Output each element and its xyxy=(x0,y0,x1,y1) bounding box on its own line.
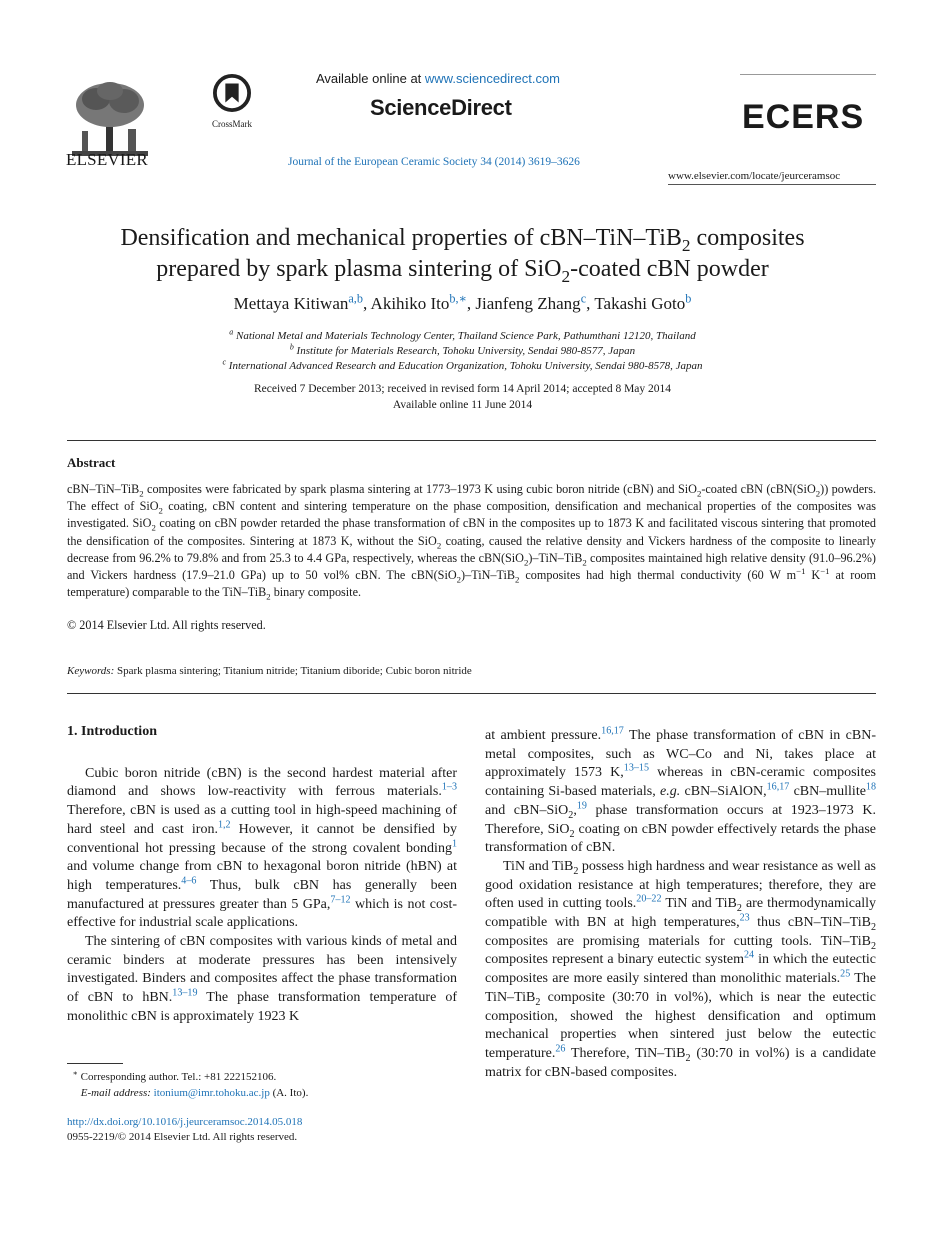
affiliation-b: $^b$ Institute for Materials Research, Tohoku University, Sendai 980-8577, Japan xyxy=(289,342,636,357)
author-name[interactable]: Jianfeng Zhang xyxy=(475,294,581,313)
available-online-prefix: Available online at xyxy=(316,71,425,86)
crossmark-badge[interactable] xyxy=(206,74,258,129)
author-affiliation-mark[interactable]: b xyxy=(685,291,692,306)
author-name[interactable]: Takashi Goto xyxy=(594,294,686,313)
footnotes xyxy=(67,1069,308,1101)
citation-link[interactable]: 16,17 xyxy=(766,781,790,793)
author-affiliation-mark[interactable]: a,b xyxy=(348,291,363,306)
body-column-left xyxy=(67,723,457,1027)
keywords-text: Spark plasma sintering; Titanium nitride; Titanium diboride; Cubic boron nitride xyxy=(114,665,472,677)
keywords-bottom-rule xyxy=(67,693,876,694)
keywords-line xyxy=(67,665,472,677)
ecers-logo: ECERS xyxy=(742,98,865,136)
citation-link[interactable]: 1 xyxy=(451,837,457,849)
article-history xyxy=(40,381,885,413)
abstract-copyright: © 2014 Elsevier Ltd. All rights reserved. xyxy=(67,618,266,632)
received-dates: Received 7 December 2013; received in revised form 14 April 2014; accepted 8 May 2014 xyxy=(253,383,672,395)
author-name[interactable]: Akihiko Ito xyxy=(370,294,450,313)
citation-link[interactable]: 24 xyxy=(743,949,755,961)
crossmark-icon xyxy=(213,74,251,112)
paragraph: at ambient pressure.$^{16,17}$ The phase transformation of cBN in cBN-metal composites, such as WC–Co and Ni, takes place at approximately 1573 K,$^{13-15}$ whereas in cBN-ceramic composites containing Si-based materials, e.g. cBN–SiAlON,$^{16,17}$ cBN–mullite$^{18}$ and cBN–SiO$_2$,$^{19}$ phase transformation occurs at 1923–1973 K. Therefore, SiO$_2$ coating on cBN powder effectively retards the phase transformation of cBN. xyxy=(485,725,876,856)
citation-link[interactable]: 13–15 xyxy=(623,762,649,774)
author-affiliation-mark[interactable]: c xyxy=(580,291,587,306)
section-heading-introduction: 1. Introduction xyxy=(67,724,157,739)
citation-link[interactable]: 1,2 xyxy=(217,819,231,831)
affiliation-c: $^c$ International Advanced Research and Education Organization, Tohoku University, Sendai 980-8578, Japan xyxy=(222,357,703,372)
journal-reference[interactable]: Journal of the European Ceramic Society 34 (2014) 3619–3626 xyxy=(288,156,580,168)
author-list: Mettaya Kitiwan$^{a,b}$, Akihiko Ito$^{b,∗}$, Jianfeng Zhang$^c$, Takashi Goto$^b$ xyxy=(233,291,692,313)
citation-link[interactable]: 16,17 xyxy=(601,725,624,737)
article-title: Densification and mechanical properties of cBN–TiN–TiB$_2$ composites prepared by spark plasma sintering of SiO$_2$-coated cBN powder xyxy=(120,225,805,286)
journal-homepage-url[interactable]: www.elsevier.com/locate/jeurceramsoc xyxy=(668,170,841,182)
citation-link[interactable]: 7–12 xyxy=(330,893,351,905)
citation-link[interactable]: 23 xyxy=(739,912,750,924)
doi-block xyxy=(67,1115,302,1145)
available-online-line xyxy=(316,71,560,86)
footnote-rule xyxy=(67,1063,123,1064)
body-column-right xyxy=(485,727,876,1082)
sciencedirect-logo: ScienceDirect xyxy=(370,95,512,120)
citation-link[interactable]: 4–6 xyxy=(181,875,197,887)
citation-link[interactable]: 25 xyxy=(840,968,851,980)
author-name[interactable]: Mettaya Kitiwan xyxy=(233,294,349,313)
paragraph: Cubic boron nitride (cBN) is the second hardest material after diamond and shows low-reactivity with ferrous materials.$^{1-3}$ Therefore, cBN is used as a cutting tool in high-speed machining of hard steel and cast iron.$^{1,2}$ However, it cannot be densified by conventional hot pressing because of the strong covalent bonding$^1$ and volume change from cBN to hexagonal boron nitride (hBN) at high temperatures.$^{4-6}$ Thus, bulk cBN has generally been manufactured at pressures greater than 5 GPa,$^{7-12}$ which is not cost-effective for industrial scale applications. xyxy=(67,765,457,931)
email-link[interactable]: itonium@imr.tohoku.ac.jp xyxy=(153,1087,270,1099)
citation-link[interactable]: 26 xyxy=(555,1043,566,1055)
abstract-heading: Abstract xyxy=(67,455,116,470)
citation-link[interactable]: 1–3 xyxy=(441,781,457,793)
abstract-top-rule xyxy=(67,440,876,441)
author-affiliation-mark[interactable]: b,∗ xyxy=(449,291,467,306)
citation-link[interactable]: 13–19 xyxy=(172,987,198,999)
paragraph: TiN and TiB$_2$ possess high hardness and wear resistance as well as good oxidation resistance at high temperatures; therefore, they are often used in cutting tools.$^{20-22}$ TiN and TiB$_2$ are thermodynamically compatible with BN at high temperatures,$^{23}$ thus cBN–TiN–TiB$_2$ composites are promising materials for cutting tools. TiN–TiB$_2$ composites represent a binary eutectic system$^{24}$ in which the eutectic composites are more easily sintered than monolithic materials.$^{25}$ The TiN–TiB$_2$ composite (30:70 in vol%), which is near the eutectic composition, showed the highest densification and optimum mechanical properties when sintered just below the eutectic temperature.$^{26}$ Therefore, TiN–TiB$_2$ (30:70 in vol%) is a candidate matrix for cBN-based composites. xyxy=(485,858,877,1080)
header-rule xyxy=(668,184,876,185)
citation-link[interactable]: 19 xyxy=(576,800,587,812)
corresponding-author-note: ∗ Corresponding author. Tel.: +81 222152106. xyxy=(72,1068,277,1083)
citation-link[interactable]: 20–22 xyxy=(636,893,662,905)
affiliation-a: $^a$ National Metal and Materials Technology Center, Thailand Science Park, Pathumthani 12120, Thailand xyxy=(229,327,696,342)
crossmark-label: CrossMark xyxy=(212,119,252,129)
citation-link[interactable]: 18 xyxy=(865,781,876,793)
elsevier-wordmark: ELSEVIER xyxy=(66,150,148,169)
ecers-top-rule xyxy=(740,74,876,75)
abstract-text: cBN–TiN–TiB$_2$ composites were fabricated by spark plasma sintering at 1773–1973 K using cubic boron nitride (cBN) and SiO$_2$-coated cBN (cBN(SiO$_2$)) powders. The effect of SiO$_2$ coating, cBN content and sintering temperature on the phase composition, densification and mechanical properties of the composites was investigated. SiO$_2$ coating on cBN powder retarded the phase transformation of cBN in the composites up to 1873 K and facilitated viscous sintering that promoted the densification of the composites. Sintering at 1873 K, without the SiO$_2$ coating, caused the relative density and Vickers hardness of the composite to linearly decrease from 96.2% to 79.8% and from 25.3 to 4.4 GPa, respectively, whereas the cBN(SiO$_2$)–TiN–TiB$_2$ composites maintained high relative density (91.0–96.2%) and Vickers hardness (17.9–21.0 GPa) up to 50 vol% cBN. The cBN(SiO$_2$)–TiN–TiB$_2$ composites had high thermal conductivity (60 W $m^{-1}$ $K^{-1}$ at room temperature) comparable to the TiN–TiB$_2$ binary composite. xyxy=(67,482,877,602)
keywords-label: Keywords: xyxy=(67,665,115,677)
sciencedirect-link[interactable]: www.sciencedirect.com xyxy=(424,71,561,86)
paragraph: The sintering of cBN composites with various kinds of metal and ceramic binders at moderate pressures has been intensively investigated. Binders and composites affect the phase transformation of cBN to hBN.$^{13-19}$ The phase transformation temperature of monolithic cBN is approximately 1923 K xyxy=(67,934,457,1024)
issn-copyright: 0955-2219/© 2014 Elsevier Ltd. All rights reserved. xyxy=(67,1131,298,1143)
email-note: E-mail address: itonium@imr.tohoku.ac.jp (A. Ito). xyxy=(80,1087,309,1099)
available-online-date: Available online 11 June 2014 xyxy=(392,399,533,411)
doi-link[interactable]: http://dx.doi.org/10.1016/j.jeurceramsoc.2014.05.018 xyxy=(67,1116,303,1128)
